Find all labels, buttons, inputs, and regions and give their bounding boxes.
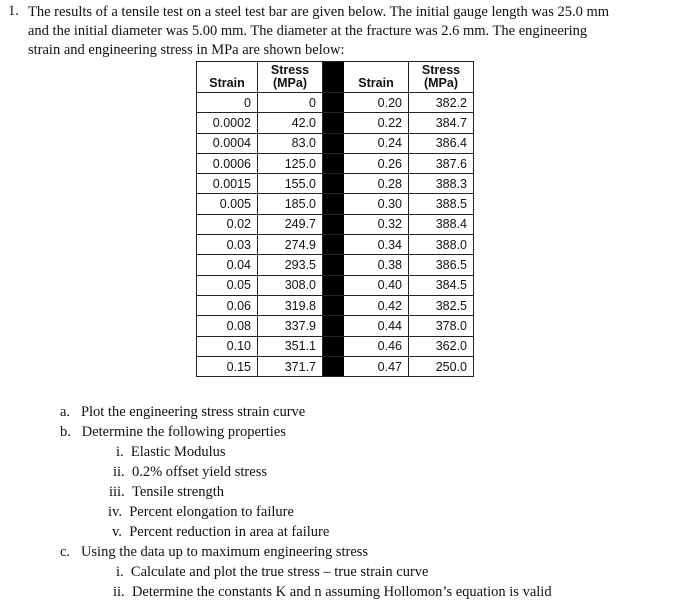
table-divider [323, 295, 344, 315]
left-stress-cell: 293.5 [258, 255, 323, 275]
intro-line: The results of a tensile test on a steel test bar are given below. The initial gauge length was 25.0 mm [28, 4, 610, 20]
left-strain-cell: 0.005 [197, 194, 258, 214]
table-divider [323, 194, 344, 214]
right-strain-cell: 0.32 [344, 214, 409, 234]
right-strain-cell: 0.22 [344, 113, 409, 133]
left-strain-cell: 0.04 [197, 255, 258, 275]
right-strain-cell: 0.24 [344, 133, 409, 153]
left-stress-cell: 83.0 [258, 133, 323, 153]
header-strain-right: Strain [344, 62, 409, 93]
header-stress-right: Stress (MPa) [409, 62, 474, 93]
left-strain-cell: 0.0006 [197, 153, 258, 173]
left-stress-cell: 185.0 [258, 194, 323, 214]
intro-line: strain and engineering stress in MPa are shown below: [28, 42, 345, 58]
left-stress-cell: 0 [258, 93, 323, 113]
left-strain-cell: 0.06 [197, 295, 258, 315]
table-divider [323, 113, 344, 133]
part-b-item: iv. Percent elongation to failure [108, 504, 294, 520]
part-c: c. Using the data up to maximum engineering stress [60, 544, 369, 560]
table-row [197, 336, 474, 356]
right-strain-cell: 0.26 [344, 153, 409, 173]
table-divider [323, 275, 344, 295]
table-divider [323, 133, 344, 153]
left-stress-cell: 308.0 [258, 275, 323, 295]
right-stress-cell: 384.5 [409, 275, 474, 295]
part-b-item: v. Percent reduction in area at failure [112, 524, 330, 540]
left-strain-cell: 0.03 [197, 235, 258, 255]
table-row [197, 194, 474, 214]
right-stress-cell: 388.5 [409, 194, 474, 214]
right-stress-cell: 386.4 [409, 133, 474, 153]
left-strain-cell: 0.02 [197, 214, 258, 234]
right-stress-cell: 387.6 [409, 153, 474, 173]
right-stress-cell: 388.0 [409, 235, 474, 255]
right-strain-cell: 0.46 [344, 336, 409, 356]
table-row [197, 316, 474, 336]
part-b-item: ii. 0.2% offset yield stress [113, 464, 267, 480]
table-divider [323, 255, 344, 275]
left-stress-cell: 249.7 [258, 214, 323, 234]
table-row [197, 295, 474, 315]
left-strain-cell: 0.0004 [197, 133, 258, 153]
left-strain-cell: 0.10 [197, 336, 258, 356]
left-strain-cell: 0.05 [197, 275, 258, 295]
right-strain-cell: 0.47 [344, 356, 409, 376]
right-strain-cell: 0.28 [344, 174, 409, 194]
left-strain-cell: 0 [197, 93, 258, 113]
right-strain-cell: 0.38 [344, 255, 409, 275]
right-stress-cell: 378.0 [409, 316, 474, 336]
question-intro [28, 3, 678, 60]
left-stress-cell: 371.7 [258, 356, 323, 376]
right-stress-cell: 384.7 [409, 113, 474, 133]
right-stress-cell: 382.2 [409, 93, 474, 113]
right-stress-cell: 386.5 [409, 255, 474, 275]
right-stress-cell: 388.3 [409, 174, 474, 194]
intro-line: and the initial diameter was 5.00 mm. The diameter at the fracture was 2.6 mm. The engineering [28, 23, 588, 39]
right-stress-cell: 250.0 [409, 356, 474, 376]
table-row [197, 275, 474, 295]
part-a: a. Plot the engineering stress strain curve [60, 404, 306, 420]
left-stress-cell: 274.9 [258, 235, 323, 255]
right-stress-cell: 388.4 [409, 214, 474, 234]
table-divider [323, 93, 344, 113]
table-row [197, 255, 474, 275]
table-divider [323, 235, 344, 255]
right-strain-cell: 0.44 [344, 316, 409, 336]
left-stress-cell: 351.1 [258, 336, 323, 356]
right-stress-cell: 382.5 [409, 295, 474, 315]
right-strain-cell: 0.42 [344, 295, 409, 315]
table-row [197, 356, 474, 376]
table-row [197, 174, 474, 194]
part-b: b. Determine the following properties [60, 424, 286, 440]
table-divider [323, 336, 344, 356]
left-stress-cell: 337.9 [258, 316, 323, 336]
table-row [197, 93, 474, 113]
table-row [197, 133, 474, 153]
table-divider [323, 62, 344, 93]
question-number: 1. [8, 3, 19, 19]
left-stress-cell: 42.0 [258, 113, 323, 133]
right-strain-cell: 0.40 [344, 275, 409, 295]
left-strain-cell: 0.08 [197, 316, 258, 336]
left-stress-cell: 125.0 [258, 153, 323, 173]
header-stress-left: Stress (MPa) [258, 62, 323, 93]
right-strain-cell: 0.30 [344, 194, 409, 214]
left-strain-cell: 0.15 [197, 356, 258, 376]
right-strain-cell: 0.20 [344, 93, 409, 113]
table-divider [323, 316, 344, 336]
table-divider [323, 153, 344, 173]
table-divider [323, 214, 344, 234]
stress-strain-table [196, 61, 474, 377]
table-row [197, 235, 474, 255]
table-row [197, 153, 474, 173]
left-stress-cell: 155.0 [258, 174, 323, 194]
left-strain-cell: 0.0002 [197, 113, 258, 133]
right-stress-cell: 362.0 [409, 336, 474, 356]
part-b-item: iii. Tensile strength [109, 484, 224, 500]
table-divider [323, 356, 344, 376]
table-divider [323, 174, 344, 194]
table-row [197, 214, 474, 234]
left-strain-cell: 0.0015 [197, 174, 258, 194]
part-c-item: i. Calculate and plot the true stress – true strain curve [116, 564, 429, 580]
part-b-item: i. Elastic Modulus [116, 444, 226, 460]
part-c-item: ii. Determine the constants K and n assuming Hollomon’s equation is valid [113, 584, 552, 600]
header-strain-left: Strain [197, 62, 258, 93]
left-stress-cell: 319.8 [258, 295, 323, 315]
table-row [197, 113, 474, 133]
right-strain-cell: 0.34 [344, 235, 409, 255]
